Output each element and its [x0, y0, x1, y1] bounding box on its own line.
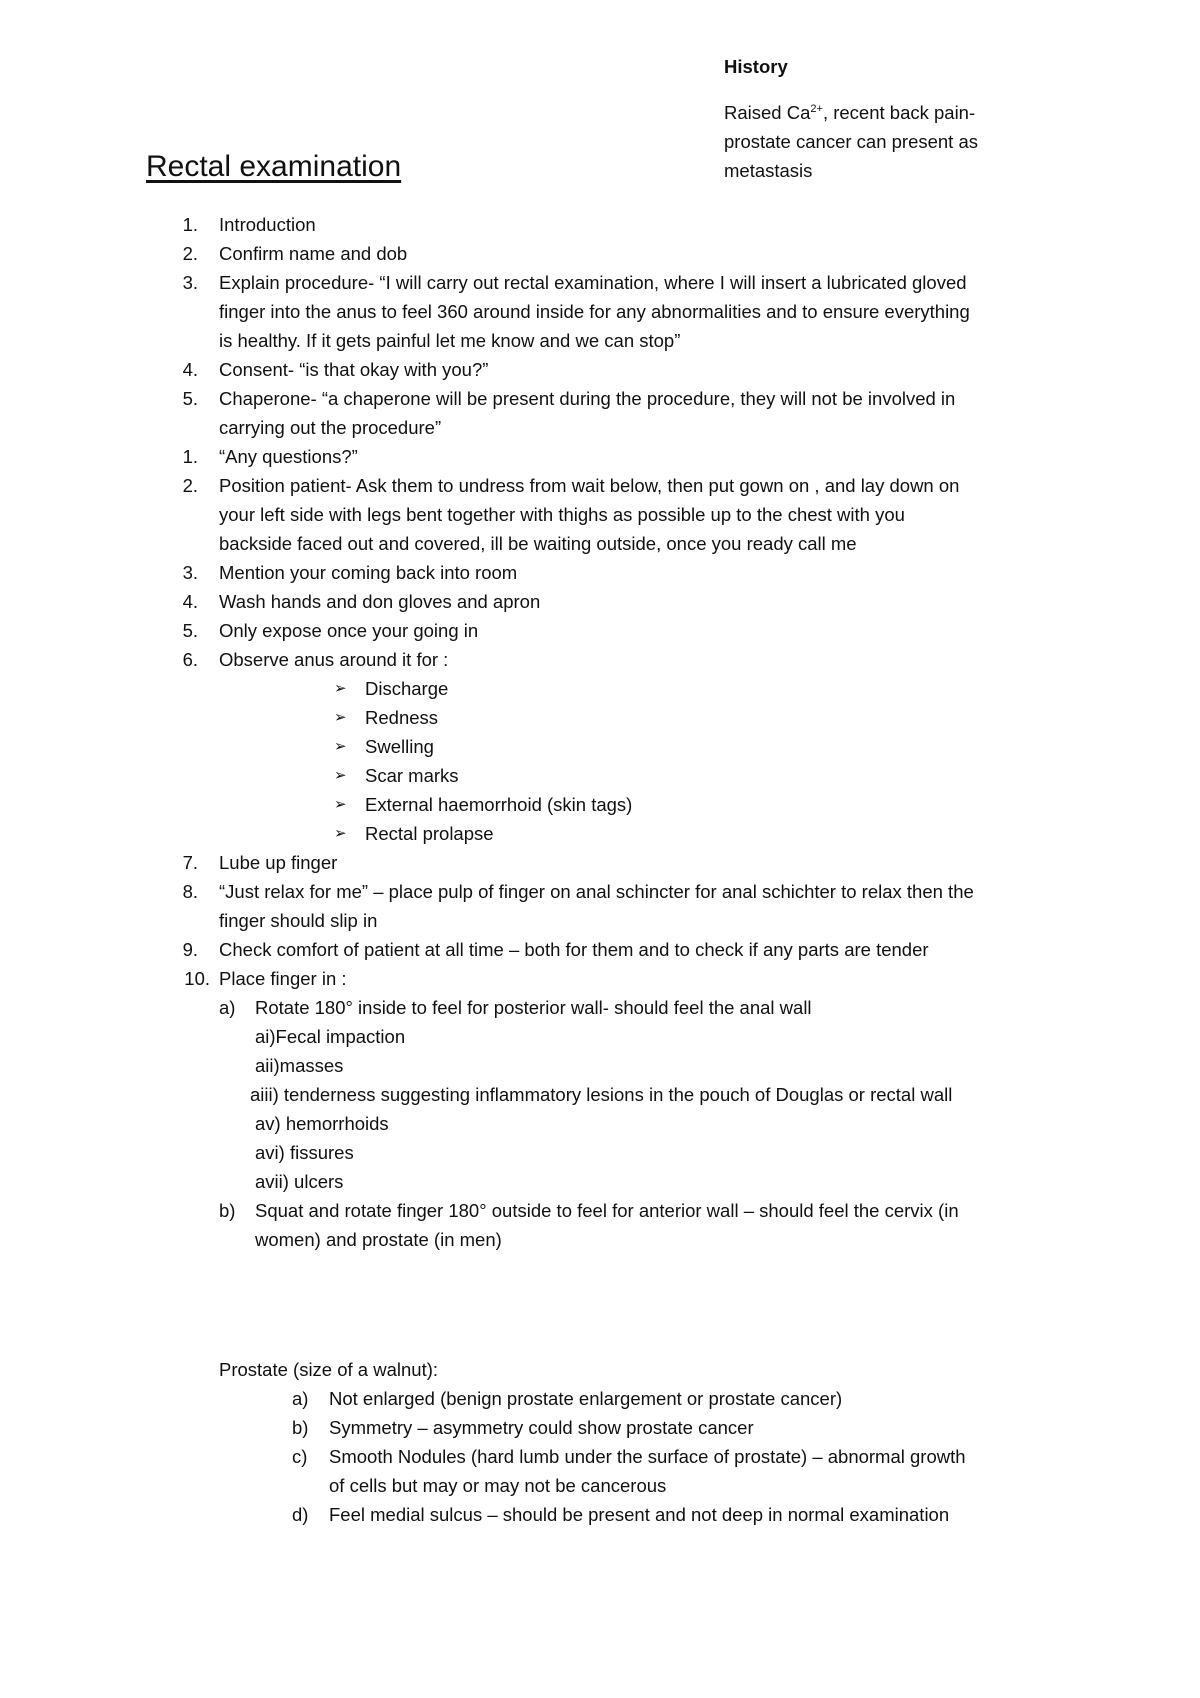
- prostate-text: of cells but may or may not be cancerous: [329, 1475, 667, 1496]
- observe-bullet: External haemorrhoid (skin tags): [365, 794, 633, 815]
- step-text: Observe anus around it for :: [219, 649, 449, 670]
- prostate-text: Not enlarged (benign prostate enlargement or prostate cancer): [329, 1388, 843, 1409]
- step-number: 1.: [182, 446, 198, 467]
- observe-bullet: Redness: [365, 707, 439, 728]
- history-line3: metastasis: [724, 160, 813, 181]
- finding-item: avi) fissures: [255, 1142, 354, 1163]
- prostate-text: Symmetry – asymmetry could show prostate cancer: [329, 1417, 754, 1438]
- finding-item: aiii) tenderness suggesting inflammatory lesions in the pouch of Douglas or rectal wall: [250, 1084, 953, 1105]
- history-line2: prostate cancer can present as: [724, 131, 979, 152]
- history-line1-prefix: Raised Ca: [724, 102, 811, 123]
- step-text: is healthy. If it gets painful let me know and we can stop”: [219, 330, 681, 351]
- substep-label: b): [219, 1200, 236, 1221]
- step-text: Check comfort of patient at all time – both for them and to check if any parts are tender: [219, 939, 929, 960]
- finding-item: aii)masses: [255, 1055, 344, 1076]
- step-number: 2.: [182, 243, 198, 264]
- step-text: Explain procedure- “I will carry out rectal examination, where I will insert a lubricated gloved: [219, 272, 967, 293]
- step-text: “Just relax for me” – place pulp of finger on anal schincter for anal schichter to relax then the: [219, 881, 974, 902]
- history-line1-suffix: , recent back pain-: [822, 102, 976, 123]
- step-number: 6.: [182, 649, 198, 670]
- prostate-label: d): [292, 1504, 309, 1525]
- step-number: 5.: [182, 388, 198, 409]
- step-text: Wash hands and don gloves and apron: [219, 591, 541, 612]
- step-number: 8.: [182, 881, 198, 902]
- step-text: “Any questions?”: [219, 446, 358, 467]
- history-heading: History: [724, 56, 788, 77]
- prostate-heading: Prostate (size of a walnut):: [219, 1359, 439, 1380]
- step-text: Only expose once your going in: [219, 620, 479, 641]
- history-notes: [724, 98, 1054, 185]
- step-text: Chaperone- “a chaperone will be present during the procedure, they will not be involved in: [219, 388, 956, 409]
- finding-item: av) hemorrhoids: [255, 1113, 389, 1134]
- prostate-text: Smooth Nodules (hard lumb under the surface of prostate) – abnormal growth: [329, 1446, 966, 1467]
- page-title: Rectal examination: [146, 150, 402, 183]
- arrow-bullet-icon: ➢: [334, 796, 347, 813]
- observe-bullet: Scar marks: [365, 765, 459, 786]
- history-line1-sup: 2+: [810, 102, 823, 115]
- step-text: Consent- “is that okay with you?”: [219, 359, 489, 380]
- step-text: Lube up finger: [219, 852, 338, 873]
- observe-bullet: Rectal prolapse: [365, 823, 494, 844]
- step-text: Introduction: [219, 214, 316, 235]
- finding-item: avii) ulcers: [255, 1171, 344, 1192]
- step-number: 10.: [184, 968, 210, 989]
- step-number: 4.: [182, 359, 198, 380]
- arrow-bullet-icon: ➢: [334, 767, 347, 784]
- observe-bullet: Discharge: [365, 678, 449, 699]
- prostate-label: c): [292, 1446, 308, 1467]
- prostate-text: Feel medial sulcus – should be present and not deep in normal examination: [329, 1504, 950, 1525]
- substep-text: women) and prostate (in men): [255, 1229, 502, 1250]
- observe-bullet: Swelling: [365, 736, 434, 757]
- step-number: 5.: [182, 620, 198, 641]
- arrow-bullet-icon: ➢: [334, 680, 347, 697]
- finding-item: ai)Fecal impaction: [255, 1026, 406, 1047]
- arrow-bullet-icon: ➢: [334, 738, 347, 755]
- arrow-bullet-icon: ➢: [334, 825, 347, 842]
- step-text: Mention your coming back into room: [219, 562, 518, 583]
- step-text: carrying out the procedure”: [219, 417, 442, 438]
- substep-label: a): [219, 997, 236, 1018]
- step-number: 3.: [182, 272, 198, 293]
- step-text: finger into the anus to feel 360 around inside for any abnormalities and to ensure everything: [219, 301, 970, 322]
- arrow-bullet-icon: ➢: [334, 709, 347, 726]
- step-text: your left side with legs bent together with thighs as possible up to the chest with you: [219, 504, 905, 525]
- prostate-label: a): [292, 1388, 309, 1409]
- step-text: Confirm name and dob: [219, 243, 408, 264]
- step-number: 4.: [182, 591, 198, 612]
- step-number: 9.: [182, 939, 198, 960]
- step-number: 3.: [182, 562, 198, 583]
- step-number: 2.: [182, 475, 198, 496]
- step-text: Place finger in :: [219, 968, 347, 989]
- step-text: finger should slip in: [219, 910, 378, 931]
- substep-text: Squat and rotate finger 180° outside to feel for anterior wall – should feel the cervix (in: [255, 1200, 959, 1221]
- step-text: Position patient- Ask them to undress from wait below, then put gown on , and lay down on: [219, 475, 960, 496]
- prostate-label: b): [292, 1417, 309, 1438]
- step-number: 1.: [182, 214, 198, 235]
- substep-text: Rotate 180° inside to feel for posterior wall- should feel the anal wall: [255, 997, 812, 1018]
- step-text: backside faced out and covered, ill be waiting outside, once you ready call me: [219, 533, 857, 554]
- step-number: 7.: [182, 852, 198, 873]
